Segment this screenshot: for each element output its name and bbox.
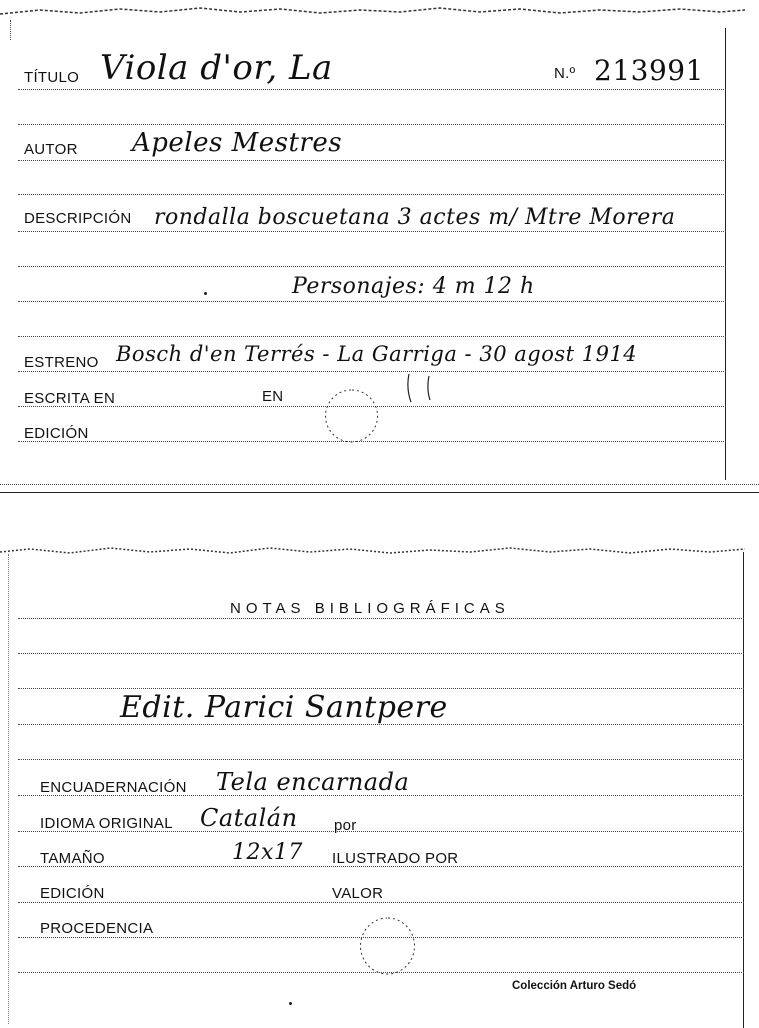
tamano-label: TAMAÑO xyxy=(40,850,105,867)
encuadernacion-label: ENCUADERNACIÓN xyxy=(40,779,187,796)
por-label: por xyxy=(334,817,357,834)
autor-label: AUTOR xyxy=(24,141,78,158)
torn-top-edge xyxy=(0,540,759,556)
punch-hole xyxy=(322,386,382,448)
titulo-value: Viola d'or, La xyxy=(100,48,333,88)
tamano-value: 12x17 xyxy=(232,840,303,865)
ilustrado-label: ILUSTRADO POR xyxy=(332,850,459,867)
rule-line xyxy=(18,231,726,232)
ink-dot xyxy=(289,1002,292,1005)
rule-line xyxy=(18,301,726,302)
card-left-edge xyxy=(8,554,9,1024)
autor-value: Apeles Mestres xyxy=(132,128,343,158)
idioma-label: IDIOMA ORIGINAL xyxy=(40,815,173,832)
collection-footer: Colección Arturo Sedó xyxy=(512,980,637,992)
personajes-value: Personajes: 4 m 12 h xyxy=(292,274,535,299)
escrita-en-label: EN xyxy=(262,388,284,405)
rule-line xyxy=(18,89,726,90)
notas-heading: NOTAS BIBLIOGRÁFICAS xyxy=(230,600,510,617)
rule-line xyxy=(18,688,744,689)
descripcion-label: DESCRIPCIÓN xyxy=(24,210,132,227)
valor-label: VALOR xyxy=(332,885,384,902)
rule-line xyxy=(18,336,726,337)
ink-dot xyxy=(204,292,207,295)
rule-line xyxy=(18,902,744,903)
encuadernacion-value: Tela encarnada xyxy=(216,768,410,796)
rule-line xyxy=(18,759,744,760)
idioma-value: Catalán xyxy=(200,804,298,832)
card-divider xyxy=(0,492,759,493)
descripcion-value: rondalla boscuetana 3 actes m/ Mtre Morera xyxy=(154,205,676,230)
rule-line xyxy=(18,194,726,195)
edicion-label: EDICIÓN xyxy=(24,425,89,442)
note-value: Edit. Parici Santpere xyxy=(120,690,448,725)
estreno-label: ESTRENO xyxy=(24,354,99,371)
ink-stroke xyxy=(405,372,435,406)
rule-line xyxy=(18,266,726,267)
numero-label: N.º xyxy=(554,65,576,82)
catalog-card-back xyxy=(0,540,759,1028)
edicion-label: EDICIÓN xyxy=(40,885,105,902)
titulo-label: TÍTULO xyxy=(24,69,80,86)
rule-line xyxy=(18,124,726,125)
punch-hole xyxy=(358,914,418,980)
procedencia-label: PROCEDENCIA xyxy=(40,920,154,937)
card-left-mark xyxy=(10,20,11,40)
rule-line xyxy=(0,484,759,485)
torn-top-edge xyxy=(0,0,759,16)
rule-line xyxy=(18,653,744,654)
rule-line xyxy=(18,371,726,372)
numero-value: 213991 xyxy=(594,54,704,87)
rule-line xyxy=(18,618,744,619)
card-right-border xyxy=(743,552,744,1028)
card-right-border xyxy=(725,28,726,480)
estreno-value: Bosch d'en Terrés - La Garriga - 30 agost 1914 xyxy=(116,342,638,366)
catalog-card-front xyxy=(0,0,759,492)
rule-line xyxy=(18,160,726,161)
escrita-label: ESCRITA EN xyxy=(24,390,116,407)
